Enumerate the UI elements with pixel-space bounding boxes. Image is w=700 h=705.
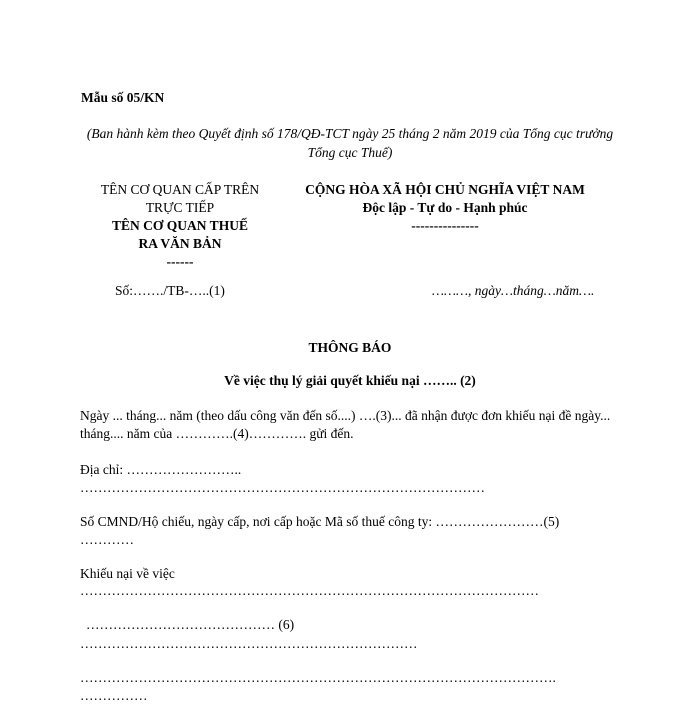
- complaint-label: Khiếu nại về việc: [80, 566, 175, 581]
- id-tax-code-line: Số CMND/Hộ chiếu, ngày cấp, nơi cấp hoặc Mã số thuế công ty: ……………………(5): [80, 514, 560, 529]
- parent-agency-line2: TRỰC TIẾP: [145, 200, 215, 215]
- id-dotted-continuation: …………: [80, 532, 134, 547]
- place-date: ………, ngày…tháng…năm….: [432, 283, 595, 298]
- issuance-note: (Ban hành kèm theo Quyết định số 178/QĐ-TCT ngày 25 tháng 2 năm 2019 của Tổng cục trưởng Tổng cục Thuế): [86, 126, 614, 160]
- intro-paragraph: Ngày ... tháng... năm (theo dấu công văn đến số....) ….(3)... đã nhận được đơn khiếu nại đề ngày... tháng.... năm của ………….(4)…………. gửi đến.: [80, 408, 611, 441]
- nation-motto: Độc lập - Tự do - Hạnh phúc: [362, 200, 528, 215]
- notice-subject: Về việc thụ lý giải quyết khiếu nại …….. (2): [224, 373, 476, 388]
- complaint-dotted-line: …………………………………………………………………………………………….: [80, 670, 556, 685]
- nation-name: CỘNG HÒA XÃ HỘI CHỦ NGHĨA VIỆT NAM: [305, 182, 585, 197]
- agency-divider: ------: [166, 254, 194, 269]
- nation-header-block: [285, 181, 605, 235]
- agency-name-line2: RA VĂN BẢN: [138, 236, 222, 251]
- parent-agency-line1: TÊN CƠ QUAN CẤP TRÊN: [100, 182, 260, 197]
- complaint-dotted-line: ……………: [80, 688, 148, 703]
- issuing-agency-block: [75, 181, 285, 271]
- item6-dotted-line: …………………………………… (6): [86, 617, 295, 632]
- complaint-dotted-line: …………………………………………………………………………………………: [80, 583, 539, 598]
- nation-divider: ---------------: [411, 218, 479, 233]
- notice-title: THÔNG BÁO: [308, 340, 392, 355]
- document-number: Số:……./TB-…..(1): [115, 283, 225, 298]
- form-number: Mẫu số 05/KN: [81, 90, 165, 105]
- address-dotted-line: ………………………………………………………………………………: [80, 480, 485, 495]
- agency-name-line1: TÊN CƠ QUAN THUẾ: [112, 218, 248, 233]
- complaint-dotted-line: …………………………………………………………………: [80, 636, 418, 651]
- address-line: Địa chỉ: ……………………..: [80, 462, 242, 477]
